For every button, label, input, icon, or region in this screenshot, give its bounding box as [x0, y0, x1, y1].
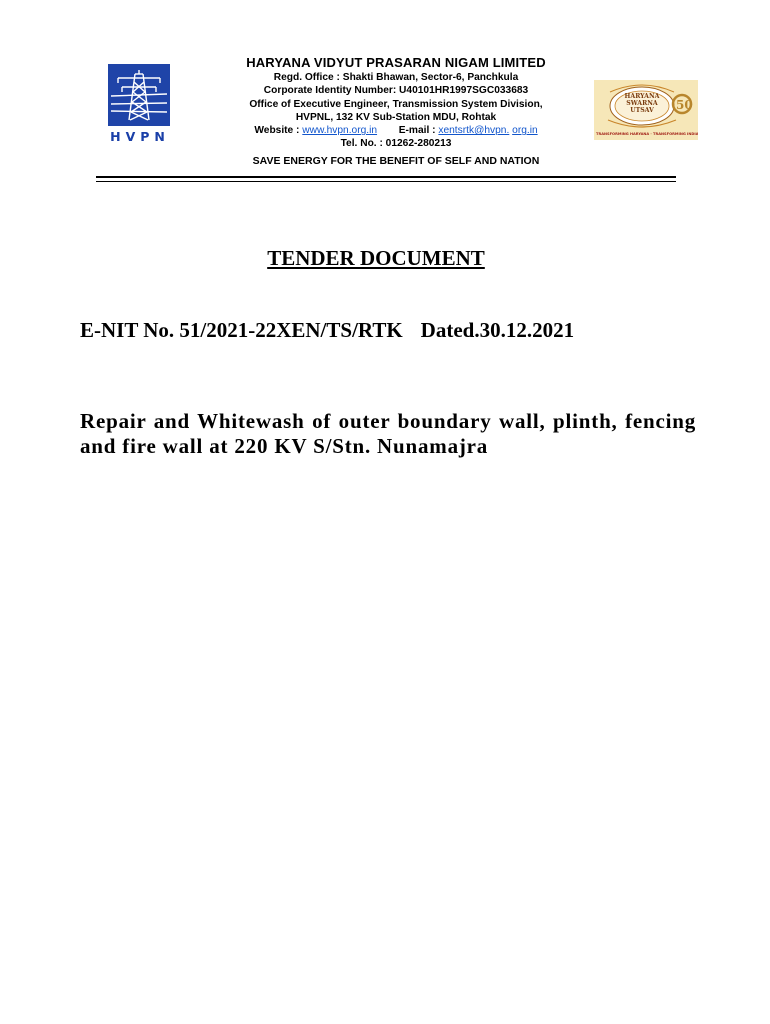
email-link-domain[interactable]: org.in: [512, 125, 538, 137]
telephone-number: Tel. No. : 01262-280213: [340, 138, 452, 150]
transmission-tower-icon: [108, 64, 170, 126]
slogan: SAVE ENERGY FOR THE BENEFIT OF SELF AND NATION: [252, 154, 540, 167]
hvpn-logo-text: HVPN: [110, 129, 170, 144]
enit-date: Dated.30.12.2021: [420, 318, 575, 342]
organization-name: HARYANA VIDYUT PRASARAN NIGAM LIMITED: [246, 55, 546, 70]
haryana-swarna-utsav-logo: [594, 80, 698, 140]
office-of-executive-engineer: Office of Executive Engineer, Transmission System Division,: [249, 98, 543, 110]
website-link[interactable]: www.hvpn.org.in: [302, 125, 378, 137]
website-label: Website :: [254, 125, 300, 137]
document-title: [80, 246, 672, 271]
office-address: HVPNL, 132 KV Sub-Station MDU, Rohtak: [295, 111, 497, 123]
document-title-text: TENDER DOCUMENT: [267, 246, 485, 270]
emblem-seal-text: HARYANA SWARNA UTSAV: [624, 93, 660, 114]
email-label: E-mail :: [398, 125, 436, 137]
enit-line: [80, 318, 700, 343]
email-link[interactable]: xentsrtk@hvpn.: [438, 125, 510, 137]
registered-office: Regd. Office : Shakti Bhawan, Sector-6, Panchkula: [273, 72, 519, 83]
letterhead-divider-thin: [96, 181, 676, 182]
tender-subject: Repair and Whitewash of outer boundary wall, plinth, fencing and fire wall at 220 KV S/Stn. Nunamajra: [80, 409, 696, 458]
letterhead: [180, 55, 612, 168]
jubilee-number: 50: [676, 98, 693, 112]
letterhead-divider-thick: [96, 176, 676, 178]
hvpn-logo: [108, 64, 172, 146]
contact-line: [180, 124, 612, 137]
enit-number: E-NIT No. 51/2021-22XEN/TS/RTK: [80, 318, 403, 342]
corporate-identity-number: Corporate Identity Number: U40101HR1997SGC033683: [263, 85, 529, 97]
emblem-footer-text: TRANSFORMING HARYANA · TRANSFORMING INDIA: [596, 132, 698, 136]
